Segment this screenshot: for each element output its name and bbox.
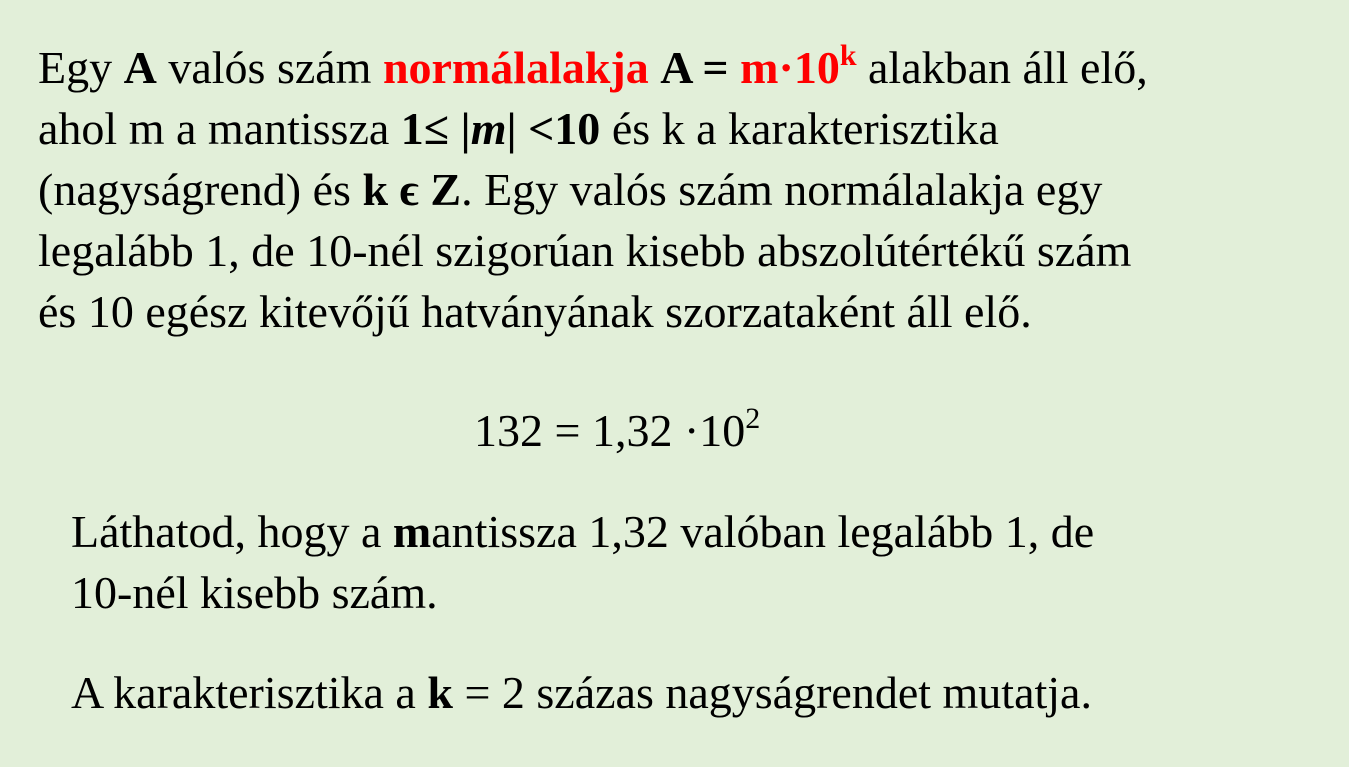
mantissa-explanation xyxy=(71,501,1094,623)
text: antissza 1,32 valóban legalább 1, de xyxy=(431,506,1095,557)
mantissa-initial: m xyxy=(392,506,432,557)
formula-base: m·10 xyxy=(740,42,840,93)
formula-lhs: A = xyxy=(660,42,729,93)
characteristic-symbol: k xyxy=(427,667,453,718)
text: . Egy valós szám normálalakja egy xyxy=(461,164,1103,215)
example-exponent: 2 xyxy=(745,402,761,435)
text: A karakterisztika a xyxy=(71,667,428,718)
text xyxy=(649,42,661,93)
definition-line-1 xyxy=(38,37,1148,98)
example-expression: 132 = 1,32 ·10 xyxy=(474,405,746,456)
text: ahol m a mantissza xyxy=(38,103,401,154)
definition-line-2 xyxy=(38,98,1148,159)
text: = 2 százas nagyságrendet mutatja. xyxy=(452,667,1092,718)
definition-line-4: legalább 1, de 10-nél szigorúan kisebb abszolútértékű szám xyxy=(38,225,1132,276)
inequality-left: 1≤ | xyxy=(400,103,471,154)
highlighted-term: normálalakja xyxy=(382,42,649,93)
text: (nagyságrend) és xyxy=(38,164,363,215)
variable-a: A xyxy=(123,42,157,93)
mantissa-line-1 xyxy=(71,501,1094,562)
mantissa-symbol: m xyxy=(470,103,507,154)
formula-exponent: k xyxy=(839,39,857,72)
integer-condition: k ϵ Z xyxy=(362,164,462,215)
definition-paragraph xyxy=(38,37,1148,342)
example-equation xyxy=(474,400,760,461)
text: Láthatod, hogy a xyxy=(71,506,393,557)
text: és k a karakterisztika xyxy=(600,103,999,154)
text: Egy xyxy=(38,42,124,93)
definition-line-5: és 10 egész kitevőjű hatványának szorzataként áll elő. xyxy=(38,286,1032,337)
inequality-right: | <10 xyxy=(506,103,601,154)
characteristic-explanation xyxy=(71,662,1092,723)
text xyxy=(729,42,741,93)
definition-line-3 xyxy=(38,159,1148,220)
text: alakban áll elő, xyxy=(856,42,1148,93)
formula-rhs xyxy=(740,39,857,93)
mantissa-line-2: 10-nél kisebb szám. xyxy=(71,567,438,618)
text: valós szám xyxy=(156,42,383,93)
